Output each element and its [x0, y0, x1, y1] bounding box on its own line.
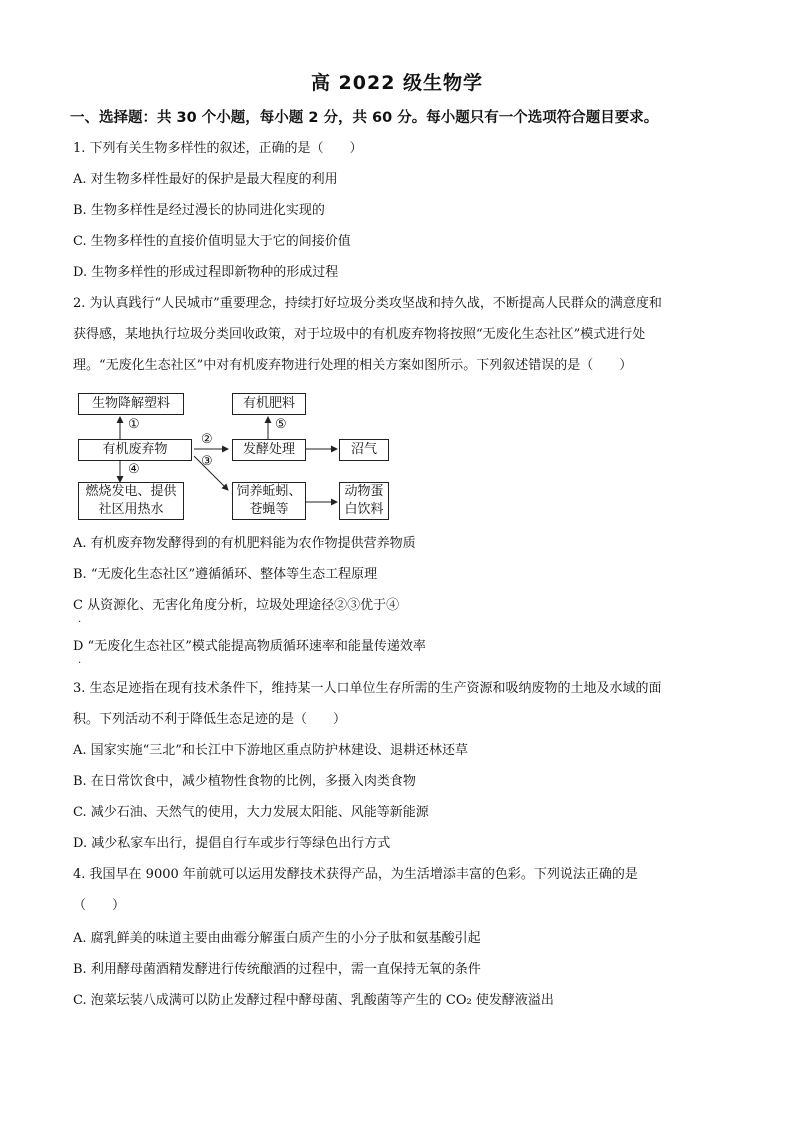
q2-option-d-dot: .	[78, 655, 82, 666]
fermentation-box	[232, 439, 306, 461]
feed-label-line2: 苍蝇等	[249, 502, 289, 517]
q3-stem-line1: 3. 生态足迹指在现有技术条件下，维持某一人口单位生存所需的生产资源和吸纳废物的土地及水域的面	[73, 681, 662, 696]
q1-option-c: C. 生物多样性的直接价值明显大于它的间接价值	[73, 234, 351, 249]
q3-option-d: D. 减少私家车出行，提倡自行车或步行等绿色出行方式	[73, 836, 391, 851]
protein-label-line2: 白饮料	[344, 502, 384, 517]
q2-option-d: D “无废化生态社区”模式能提高物质循环速率和能量传递效率	[73, 639, 426, 654]
organic-waste-box	[78, 439, 192, 461]
q1-option-b: B. 生物多样性是经过漫长的协同进化实现的	[73, 203, 325, 218]
bioplastic-box	[78, 393, 184, 415]
fermentation-label: 发酵处理	[242, 442, 295, 457]
protein-label-line1: 动物蛋	[344, 484, 384, 499]
waste-processing-diagram	[76, 392, 436, 522]
fertilizer-label: 有机肥料	[242, 396, 295, 411]
q2-stem-line3: 理。“无废化生态社区”中对有机废弃物进行处理的相关方案如图所示。下列叙述错误的是（ ）	[73, 358, 633, 373]
q2-option-b: B. “无废化生态社区”遵循循环、整体等生态工程原理	[73, 567, 378, 582]
burn-label-line1: 燃烧发电、提供	[85, 484, 177, 499]
q3-option-a: A. 国家实施“三北”和长江中下游地区重点防护林建设、退耕还林还草	[73, 743, 468, 758]
burn-label-line2: 社区用热水	[98, 502, 164, 517]
q1-option-d: D. 生物多样性的形成过程即新物种的形成过程	[73, 265, 339, 280]
q3-option-c: C. 减少石油、天然气的使用，大力发展太阳能、风能等新能源	[73, 805, 429, 820]
bioplastic-label: 生物降解塑料	[91, 396, 170, 411]
biogas-box	[339, 439, 389, 461]
q2-option-c-dot: .	[78, 614, 82, 625]
organic-waste-label: 有机废弃物	[102, 442, 168, 457]
step-3-marker: ③	[201, 454, 213, 469]
step-5-marker: ⑤	[275, 417, 287, 432]
biogas-label: 沼气	[350, 442, 377, 457]
q1-option-a: A. 对生物多样性最好的保护是最大程度的利用	[73, 172, 338, 187]
fertilizer-box	[232, 393, 306, 415]
section-heading: 一、选择题：共 30 个小题，每小题 2 分，共 60 分。每小题只有一个选项符合题目要求。	[70, 110, 659, 126]
step-2-marker: ②	[201, 432, 213, 447]
q4-stem-line2: （ ）	[73, 898, 126, 913]
step-1-marker: ①	[128, 417, 140, 432]
q3-stem-line2: 积。下列活动不利于降低生态足迹的是（ ）	[73, 712, 347, 727]
q3-option-b: B. 在日常饮食中，减少植物性食物的比例，多摄入肉类食物	[73, 774, 416, 789]
q2-option-a: A. 有机废弃物发酵得到的有机肥料能为农作物提供营养物质	[73, 536, 416, 551]
q1-stem: 1. 下列有关生物多样性的叙述，正确的是（ ）	[73, 141, 363, 156]
q2-stem-line2: 获得感，某地执行垃圾分类回收政策，对于垃圾中的有机废弃物将按照“无废化生态社区”模式进行处	[73, 327, 646, 342]
q4-option-c: C. 泡菜坛装八成满可以防止发酵过程中酵母菌、乳酸菌等产生的 CO₂ 使发酵液溢出	[73, 993, 554, 1008]
feed-label-line1: 饲养蚯蚓、	[236, 484, 302, 499]
q4-option-b: B. 利用酵母菌酒精发酵进行传统酿酒的过程中，需一直保持无氧的条件	[73, 962, 481, 977]
protein-box	[339, 482, 389, 520]
q4-stem-line1: 4. 我国早在 9000 年前就可以运用发酵技术获得产品，为生活增添丰富的色彩。下列说法正确的是	[73, 867, 638, 882]
feed-box	[232, 482, 306, 520]
q4-option-a: A. 腐乳鲜美的味道主要由曲霉分解蛋白质产生的小分子肽和氨基酸引起	[73, 931, 481, 946]
step-4-marker: ④	[128, 462, 140, 477]
q2-option-c: C 从资源化、无害化角度分析，垃圾处理途径②③优于④	[73, 598, 400, 613]
page-title: 高 2022 级生物学	[310, 72, 484, 94]
burn-box	[78, 482, 184, 520]
q2-stem-line1: 2. 为认真践行“人民城市”重要理念，持续打好垃圾分类攻坚战和持久战，不断提高人民群众的满意度和	[73, 296, 662, 311]
